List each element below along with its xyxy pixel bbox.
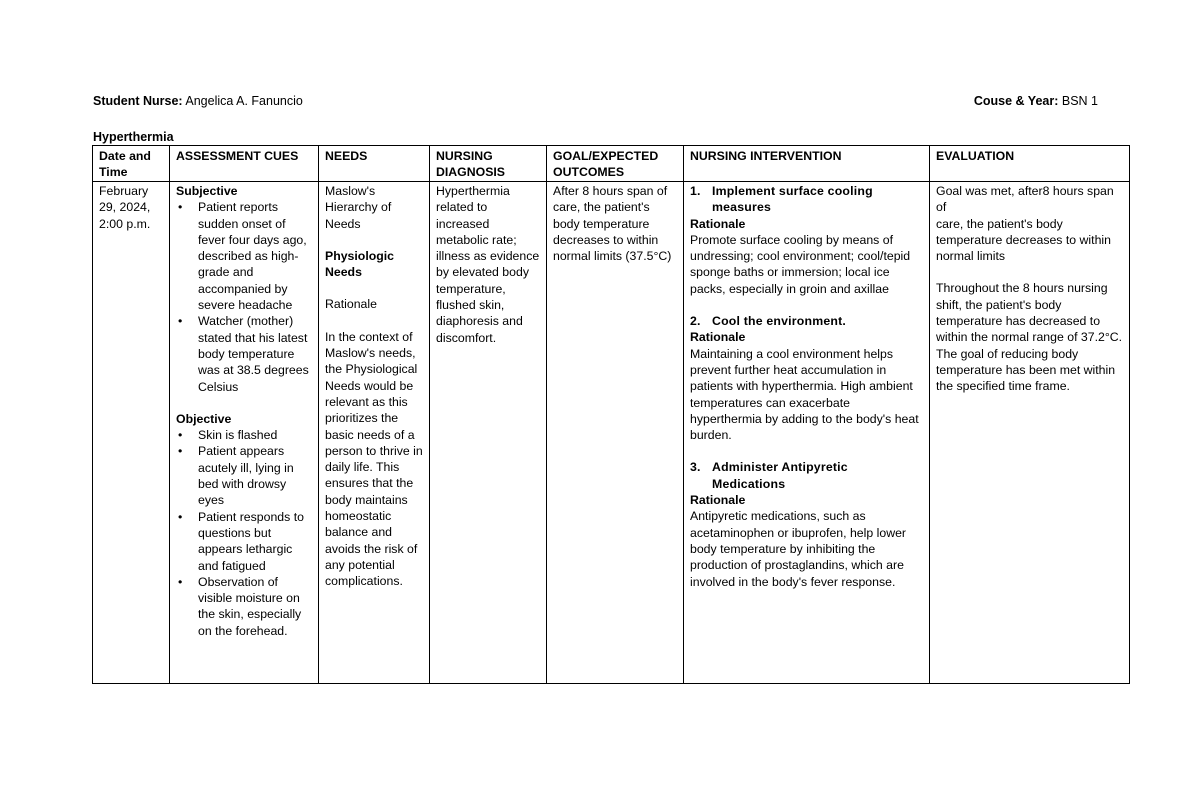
intervention-1-text: Promote surface cooling by means of undressing; cool environment; cool/tepid sponge baths or immersion; local ice packs, especially in groin and axillae [690,232,911,296]
care-plan-title: Hyperthermia [93,130,174,144]
intervention-3-title: 3. Administer Antipyretic Medications [690,460,848,491]
student-nurse-line [93,93,303,109]
cell-assessment-cues [170,182,319,684]
intervention-3-rationale-label: Rationale [690,493,746,508]
subjective-cue-1: • Patient reports sudden onset of fever four days ago, described as high-grade and accompanied by severe headache [198,199,313,313]
subjective-label: Subjective [176,184,238,198]
intervention-1-rationale-label: Rationale [690,216,746,231]
intervention-3-number: 3. [690,460,701,475]
course-year-label: Couse & Year: [973,94,1059,108]
cell-nursing-diagnosis [430,182,547,684]
header-evaluation: EVALUATION [930,146,1130,182]
needs-category: Physiologic Needs [325,248,395,280]
table-row [93,182,1130,684]
evaluation-line-2: care, the patient's body temperature decreases to within normal limits [936,216,1111,264]
intervention-2-title: 2. Cool the environment. [690,314,847,329]
evaluation-paragraph-2: Throughout the 8 hours nursing shift, the patient's body temperature has decreased to within the normal range of 37.2°C. The goal of reducing body temperature has been met within the specified time frame. [936,281,1123,394]
course-year-line [974,93,1098,109]
cell-date-time [93,182,170,684]
intervention-2-rationale-label: Rationale [690,330,746,345]
table-header-row [93,146,1130,182]
needs-intro: Maslow's Hierarchy of Needs [325,184,392,231]
cell-goal-outcomes [547,182,684,684]
header-needs: NEEDS [319,146,430,182]
intervention-1-number: 1. [690,184,701,198]
header-nursing-intervention: NURSING INTERVENTION [684,146,930,182]
objective-cue-1: • Skin is flashed [198,427,313,443]
objective-list [176,427,313,639]
goal-text: After 8 hours span of care, the patient's body temperature decreases to within normal limits (37.5°C) [553,184,672,264]
intervention-2-text: Maintaining a cool environment helps prevent further heat accumulation in patients with hyperthermia. High ambient temperatures can exacerbate hyperthermia by adding to the body's heat burden. [690,346,919,443]
date-time-text: February 29, 2024, 2:00 p.m. [99,184,151,231]
intervention-1-title: 1. Implement surface cooling measures [690,184,873,215]
objective-cue-4: • Observation of visible moisture on the skin, especially on the forehead. [198,574,313,639]
diagnosis-text: Hyperthermia related to increased metabolic rate; illness as evidence by elevated body temperature, flushed skin, diaphoresis and discomfort. [436,184,540,345]
subjective-cue-2: • Watcher (mother) stated that his latest body temperature was at 38.5 degrees Celsius [198,313,313,394]
nursing-care-plan-table [92,145,1130,684]
objective-label: Objective [176,411,232,426]
intervention-3-text: Antipyretic medications, such as acetaminophen or ibuprofen, help lower body temperature by inhibiting the production of prostaglandins, which are involved in the body's fever response. [690,509,907,589]
needs-rationale-text: In the context of Maslow's needs, the Physiological Needs would be relevant as this prioritizes the basic needs of a person to thrive in daily life. This ensures that the body maintains homeostatic balance and avoids the risk of any potential complications. [325,329,423,589]
course-year-value: BSN 1 [1061,94,1098,108]
objective-cue-3: • Patient responds to questions but appears lethargic and fatigued [198,509,313,574]
needs-rationale-label: Rationale [325,297,377,312]
evaluation-line-1: Goal was met, after8 hours span of [936,184,1114,215]
cell-evaluation [930,182,1130,684]
student-nurse-label: Student Nurse: [93,94,183,108]
cell-nursing-intervention [684,182,930,684]
cell-needs [319,182,430,684]
subjective-list [176,199,313,395]
intervention-2-number: 2. [690,314,701,329]
header-date-time: Date and Time [93,146,170,182]
header-nursing-diagnosis: NURSING DIAGNOSIS [430,146,547,182]
header-goal-outcomes: GOAL/EXPECTED OUTCOMES [547,146,684,182]
objective-cue-2: • Patient appears acutely ill, lying in bed with drowsy eyes [198,443,313,508]
header-assessment-cues: ASSESSMENT CUES [170,146,319,182]
student-nurse-name: Angelica A. Fanuncio [185,94,303,108]
